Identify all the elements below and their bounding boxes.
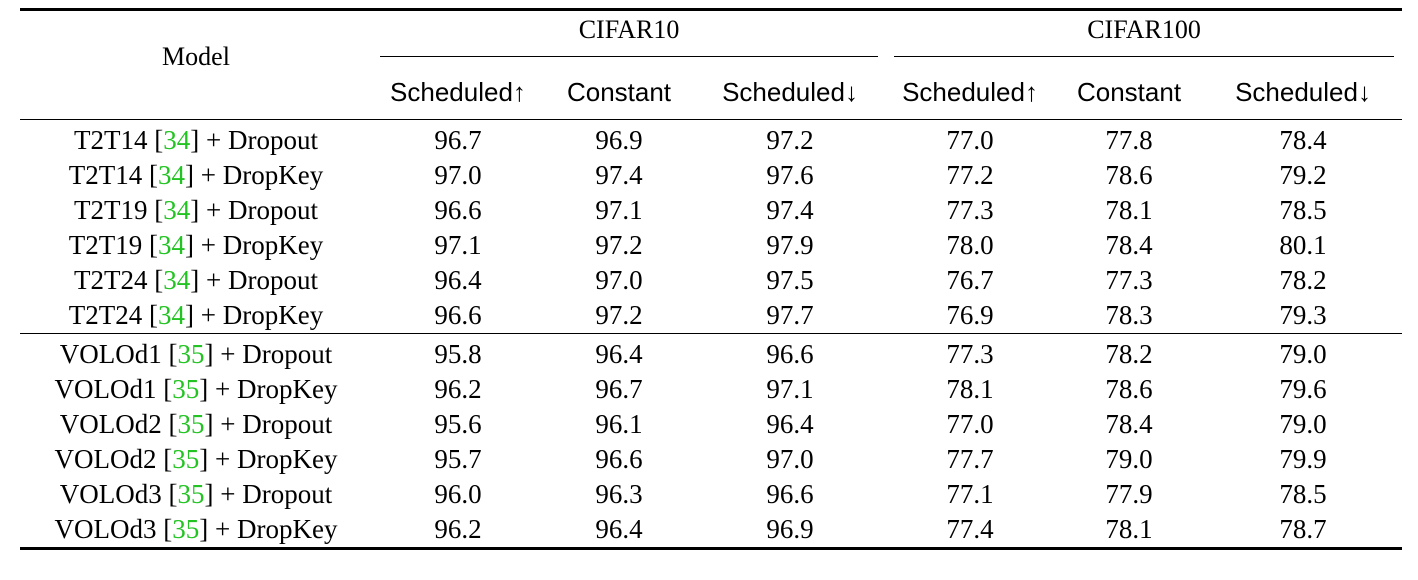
value-cell: 80.1	[1279, 230, 1327, 260]
value-cell: 96.2	[434, 374, 482, 404]
value-cell: 96.9	[766, 514, 814, 544]
table-row	[20, 193, 1402, 228]
header-group-row	[20, 10, 1402, 62]
model-cell: VOLOd1 [35] + DropKey	[54, 374, 338, 404]
method-name: Dropout	[227, 125, 318, 155]
model-name: T2T19	[68, 230, 143, 260]
model-name: T2T24	[68, 300, 143, 330]
value-cell: 96.7	[595, 374, 643, 404]
value-cell: 78.4	[1105, 409, 1153, 439]
method-name: DropKey	[222, 160, 324, 190]
method-name: DropKey	[236, 514, 338, 544]
method-name: DropKey	[236, 444, 338, 474]
value-cell: 76.9	[946, 300, 994, 330]
model-name: VOLOd1	[59, 339, 162, 369]
value-cell: 96.6	[434, 300, 482, 330]
citation-link[interactable]: 34	[163, 195, 191, 225]
model-name: VOLOd1	[54, 374, 157, 404]
value-cell: 78.5	[1279, 479, 1327, 509]
value-cell: 97.1	[595, 195, 643, 225]
value-cell: 78.6	[1105, 374, 1153, 404]
value-cell: 95.7	[434, 444, 482, 474]
value-cell: 77.4	[946, 514, 994, 544]
value-cell: 78.6	[1105, 160, 1153, 190]
value-cell: 78.1	[946, 374, 994, 404]
value-cell: 96.7	[372, 120, 544, 159]
value-cell: 96.2	[434, 514, 482, 544]
method-name: Dropout	[242, 339, 333, 369]
table-row	[20, 372, 1402, 407]
table-row	[20, 442, 1402, 477]
value-cell: 77.0	[886, 120, 1054, 159]
value-cell: 77.0	[946, 409, 994, 439]
value-cell: 97.1	[766, 374, 814, 404]
citation-link[interactable]: 34	[158, 300, 186, 330]
method-name: Dropout	[242, 479, 333, 509]
value-cell: 96.4	[434, 265, 482, 295]
method-name: Dropout	[242, 409, 333, 439]
value-cell: 78.7	[1279, 514, 1327, 544]
col-header-cifar10-scheduled-up: Scheduled↑	[390, 76, 526, 107]
model-cell: VOLOd2 [35] + Dropout	[59, 409, 333, 439]
value-cell: 96.4	[544, 334, 694, 373]
value-cell: 79.6	[1279, 374, 1327, 404]
model-name: VOLOd2	[59, 409, 162, 439]
model-cell: T2T14 [34] + Dropout	[20, 120, 372, 159]
value-cell: 97.0	[595, 265, 643, 295]
model-cell: T2T14 [34] + DropKey	[68, 160, 324, 190]
group-label-cifar10: CIFAR10	[380, 15, 878, 57]
model-name: T2T24	[74, 265, 148, 295]
value-cell: 77.2	[946, 160, 994, 190]
value-cell: 78.1	[1105, 514, 1153, 544]
value-cell: 78.2	[1054, 334, 1204, 373]
value-cell: 97.4	[595, 160, 643, 190]
citation-link[interactable]: 35	[177, 409, 205, 439]
value-cell: 96.9	[544, 120, 694, 159]
value-cell: 78.5	[1279, 195, 1327, 225]
value-cell: 96.4	[595, 514, 643, 544]
value-cell: 97.9	[766, 230, 814, 260]
col-header-cifar100-scheduled-down: Scheduled↓	[1235, 76, 1371, 107]
citation-link[interactable]: 34	[163, 125, 191, 155]
table-row	[20, 228, 1402, 263]
method-name: DropKey	[236, 374, 338, 404]
value-cell: 97.0	[434, 160, 482, 190]
table-row	[20, 120, 1402, 159]
value-cell: 97.1	[434, 230, 482, 260]
table-row	[20, 407, 1402, 442]
table-row	[20, 477, 1402, 512]
value-cell: 78.4	[1204, 120, 1402, 159]
model-cell: VOLOd3 [35] + Dropout	[59, 479, 333, 509]
value-cell: 97.2	[595, 230, 643, 260]
method-name: DropKey	[222, 230, 324, 260]
col-header-cifar100-constant: Constant	[1076, 76, 1182, 107]
citation-link[interactable]: 35	[177, 479, 205, 509]
table-row	[20, 158, 1402, 193]
value-cell: 97.7	[766, 300, 814, 330]
value-cell: 76.7	[946, 265, 994, 295]
citation-link[interactable]: 34	[163, 265, 191, 295]
value-cell: 78.3	[1105, 300, 1153, 330]
value-cell: 77.8	[1054, 120, 1204, 159]
citation-link[interactable]: 35	[172, 374, 200, 404]
model-cell: VOLOd3 [35] + DropKey	[54, 514, 338, 544]
model-name: VOLOd3	[59, 479, 162, 509]
citation-link[interactable]: 35	[172, 444, 200, 474]
value-cell: 78.4	[1105, 230, 1153, 260]
model-cell: VOLOd1 [35] + Dropout	[20, 334, 372, 373]
table-row	[20, 263, 1402, 298]
value-cell: 77.3	[886, 334, 1054, 373]
citation-link[interactable]: 35	[177, 339, 205, 369]
method-name: DropKey	[222, 300, 324, 330]
model-cell: T2T19 [34] + Dropout	[74, 195, 318, 225]
value-cell: 96.6	[694, 334, 886, 373]
table-row	[20, 512, 1402, 549]
citation-link[interactable]: 35	[172, 514, 200, 544]
value-cell: 97.6	[766, 160, 814, 190]
model-header-label: Model	[162, 42, 230, 71]
table-body	[20, 120, 1402, 549]
value-cell: 96.0	[434, 479, 482, 509]
group-header-cifar10	[372, 10, 886, 62]
value-cell: 78.0	[946, 230, 994, 260]
value-cell: 97.4	[766, 195, 814, 225]
results-table	[20, 8, 1402, 550]
col-header-cifar10-scheduled-down: Scheduled↓	[722, 76, 858, 107]
value-cell: 96.6	[434, 195, 482, 225]
model-cell: T2T24 [34] + Dropout	[74, 265, 318, 295]
model-cell: T2T24 [34] + DropKey	[68, 300, 324, 330]
model-column-header	[20, 10, 372, 120]
col-header-cifar100-scheduled-up: Scheduled↑	[902, 76, 1038, 107]
value-cell: 77.7	[946, 444, 994, 474]
method-name: Dropout	[227, 265, 318, 295]
value-cell: 97.2	[595, 300, 643, 330]
model-name: T2T19	[74, 195, 148, 225]
group-header-cifar100	[886, 10, 1402, 62]
value-cell: 77.3	[946, 195, 994, 225]
value-cell: 96.6	[595, 444, 643, 474]
group-label-cifar100: CIFAR100	[894, 15, 1394, 57]
value-cell: 96.6	[766, 479, 814, 509]
value-cell: 79.0	[1279, 409, 1327, 439]
value-cell: 97.5	[766, 265, 814, 295]
value-cell: 78.1	[1105, 195, 1153, 225]
value-cell: 79.3	[1279, 300, 1327, 330]
value-cell: 97.2	[694, 120, 886, 159]
value-cell: 78.2	[1279, 265, 1327, 295]
value-cell: 79.0	[1204, 334, 1402, 373]
value-cell: 79.0	[1105, 444, 1153, 474]
citation-link[interactable]: 34	[158, 230, 186, 260]
value-cell: 97.0	[766, 444, 814, 474]
method-name: Dropout	[227, 195, 318, 225]
value-cell: 77.3	[1105, 265, 1153, 295]
model-name: VOLOd3	[54, 514, 157, 544]
citation-link[interactable]: 34	[158, 160, 186, 190]
table-row	[20, 298, 1402, 334]
value-cell: 95.6	[434, 409, 482, 439]
model-cell: VOLOd2 [35] + DropKey	[54, 444, 338, 474]
model-name: T2T14	[68, 160, 143, 190]
value-cell: 79.9	[1279, 444, 1327, 474]
value-cell: 95.8	[372, 334, 544, 373]
value-cell: 77.9	[1105, 479, 1153, 509]
value-cell: 96.3	[595, 479, 643, 509]
model-name: T2T14	[74, 125, 148, 155]
col-header-cifar10-constant: Constant	[566, 76, 672, 107]
model-cell: T2T19 [34] + DropKey	[68, 230, 324, 260]
table-row	[20, 334, 1402, 373]
model-name: VOLOd2	[54, 444, 157, 474]
value-cell: 96.4	[766, 409, 814, 439]
value-cell: 96.1	[595, 409, 643, 439]
value-cell: 79.2	[1279, 160, 1327, 190]
value-cell: 77.1	[946, 479, 994, 509]
